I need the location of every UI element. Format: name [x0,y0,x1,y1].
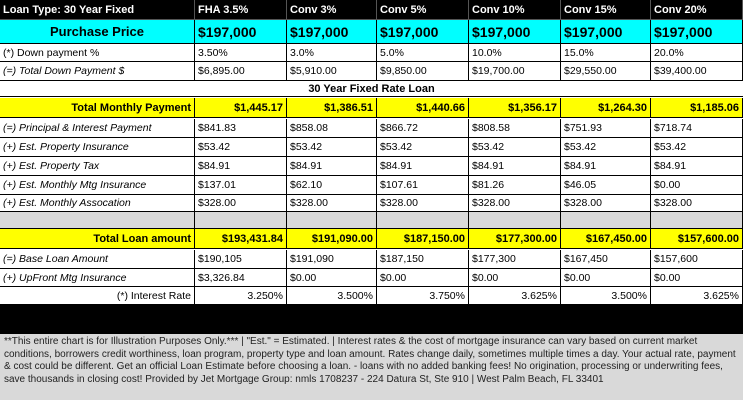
insurance-value: $53.42 [377,138,469,157]
row-label: (+) UpFront Mtg Insurance [0,269,195,287]
column-header: Conv 20% [651,0,743,20]
mtg-ins-value: $107.61 [377,176,469,195]
mtg-ins-value: $46.05 [561,176,651,195]
spacer-cell [469,212,561,229]
down-pct-value: 20.0% [651,44,743,62]
purchase-price-value: $197,000 [287,20,377,44]
base-loan-value: $191,090 [287,250,377,269]
pi-value: $866.72 [377,119,469,138]
down-total-value: $6,895.00 [195,62,287,81]
purchase-price-row [0,20,743,44]
upfront-value: $0.00 [287,269,377,287]
spacer [0,212,743,229]
purchase-price-value: $197,000 [377,20,469,44]
down-pct-value: 3.0% [287,44,377,62]
spacer-cell [651,212,743,229]
rate-value: 3.750% [377,287,469,305]
mtg-ins-value: $81.26 [469,176,561,195]
loan-total-value: $187,150.00 [377,229,469,249]
upfront-value: $0.00 [651,269,743,287]
loan-total-value: $157,600.00 [651,229,743,249]
purchase-price-value: $197,000 [561,20,651,44]
mtg-ins-value: $137.01 [195,176,287,195]
monthly-total-value: $1,386.51 [287,98,377,118]
insurance-value: $53.42 [469,138,561,157]
tax-value: $84.91 [195,157,287,176]
row-label: (=) Total Down Payment $ [0,62,195,81]
down-total-value: $29,550.00 [561,62,651,81]
rate-value: 3.500% [287,287,377,305]
property-tax-row [0,157,743,176]
loan-total-value: $193,431.84 [195,229,287,249]
base-loan-row [0,250,743,269]
assoc-value: $328.00 [469,195,561,212]
down-payment-pct-row [0,44,743,62]
tax-value: $84.91 [561,157,651,176]
loan-banner: 30 Year Fixed Rate Loan [0,81,743,97]
row-label: (+) Est. Property Tax [0,157,195,176]
pi-value: $841.83 [195,119,287,138]
rate-value: 3.625% [651,287,743,305]
column-header: FHA 3.5% [195,0,287,20]
tax-value: $84.91 [377,157,469,176]
purchase-price-value: $197,000 [651,20,743,44]
row-label: Total Loan amount [0,229,195,249]
pi-value: $751.93 [561,119,651,138]
down-pct-value: 3.50% [195,44,287,62]
spacer-cell [195,212,287,229]
down-pct-value: 15.0% [561,44,651,62]
assoc-value: $328.00 [287,195,377,212]
monthly-total-value: $1,185.06 [651,98,743,118]
down-total-value: $19,700.00 [469,62,561,81]
loan-total-value: $191,090.00 [287,229,377,249]
down-total-value: $9,850.00 [377,62,469,81]
association-row [0,195,743,212]
base-loan-value: $177,300 [469,250,561,269]
disclaimer-footer: **This entire chart is for Illustration Purposes Only.*** | "Est." = Estimated. | Interest rates & the cost of mortgage insurance can vary based on current market conditions, borrowers credit worthiness, loan program, property type and loan amount. Rates change daily, sometimes multiple times a day. Your actual rate, payment & cost could be different. Get an official Loan Estimate before choosing a loan. - loans with no added banking fees! No origination, processing or underwriting fees, save thousands in closing cost! Provided by Jet Mortgage Group: nmls 1708237 - 224 Datura St, Ste 910 | West Palm Beach, FL 33401 [0,334,743,400]
down-total-value: $39,400.00 [651,62,743,81]
base-loan-value: $187,150 [377,250,469,269]
rate-value: 3.250% [195,287,287,305]
monthly-total-value: $1,445.17 [195,98,287,118]
row-label: (*) Interest Rate [0,287,195,305]
assoc-value: $328.00 [377,195,469,212]
upfront-value: $0.00 [469,269,561,287]
mortgage-insurance-row [0,176,743,195]
row-label: Total Monthly Payment [0,98,195,118]
tax-value: $84.91 [651,157,743,176]
base-loan-value: $167,450 [561,250,651,269]
monthly-total-value: $1,356.17 [469,98,561,118]
loan-type-label: Loan Type: 30 Year Fixed [0,0,195,20]
row-label: (+) Est. Property Insurance [0,138,195,157]
upfront-value: $3,326.84 [195,269,287,287]
down-pct-value: 10.0% [469,44,561,62]
purchase-price-value: $197,000 [469,20,561,44]
pi-value: $808.58 [469,119,561,138]
down-total-value: $5,910.00 [287,62,377,81]
mtg-ins-value: $0.00 [651,176,743,195]
insurance-value: $53.42 [287,138,377,157]
insurance-value: $53.42 [195,138,287,157]
base-loan-value: $190,105 [195,250,287,269]
down-pct-value: 5.0% [377,44,469,62]
assoc-value: $328.00 [561,195,651,212]
spacer-cell [0,212,195,229]
spacer-cell [377,212,469,229]
insurance-value: $53.42 [651,138,743,157]
loan-total-value: $167,450.00 [561,229,651,249]
base-loan-value: $157,600 [651,250,743,269]
assoc-value: $328.00 [651,195,743,212]
pi-value: $858.08 [287,119,377,138]
divider-bar [0,305,743,334]
column-header: Conv 3% [287,0,377,20]
column-header: Conv 15% [561,0,651,20]
tax-value: $84.91 [469,157,561,176]
upfront-value: $0.00 [561,269,651,287]
monthly-total-value: $1,440.66 [377,98,469,118]
row-label: (*) Down payment % [0,44,195,62]
principal-interest-row [0,119,743,138]
rate-value: 3.625% [469,287,561,305]
assoc-value: $328.00 [195,195,287,212]
column-header: Conv 5% [377,0,469,20]
interest-rate-row [0,287,743,305]
column-header: Conv 10% [469,0,561,20]
row-label: Purchase Price [0,20,195,44]
header-row [0,0,743,20]
spacer-cell [287,212,377,229]
upfront-value: $0.00 [377,269,469,287]
insurance-value: $53.42 [561,138,651,157]
upfront-mi-row [0,269,743,287]
loan-total-value: $177,300.00 [469,229,561,249]
rate-value: 3.500% [561,287,651,305]
total-monthly-payment-row [0,98,743,118]
pi-value: $718.74 [651,119,743,138]
total-down-payment-row [0,62,743,81]
row-label: (+) Est. Monthly Mtg Insurance [0,176,195,195]
row-label: (=) Principal & Interest Payment [0,119,195,138]
row-label: (=) Base Loan Amount [0,250,195,269]
purchase-price-value: $197,000 [195,20,287,44]
mtg-ins-value: $62.10 [287,176,377,195]
tax-value: $84.91 [287,157,377,176]
monthly-total-value: $1,264.30 [561,98,651,118]
property-insurance-row [0,138,743,157]
spacer-cell [561,212,651,229]
total-loan-amount-row [0,229,743,249]
row-label: (+) Est. Monthly Assocation [0,195,195,212]
